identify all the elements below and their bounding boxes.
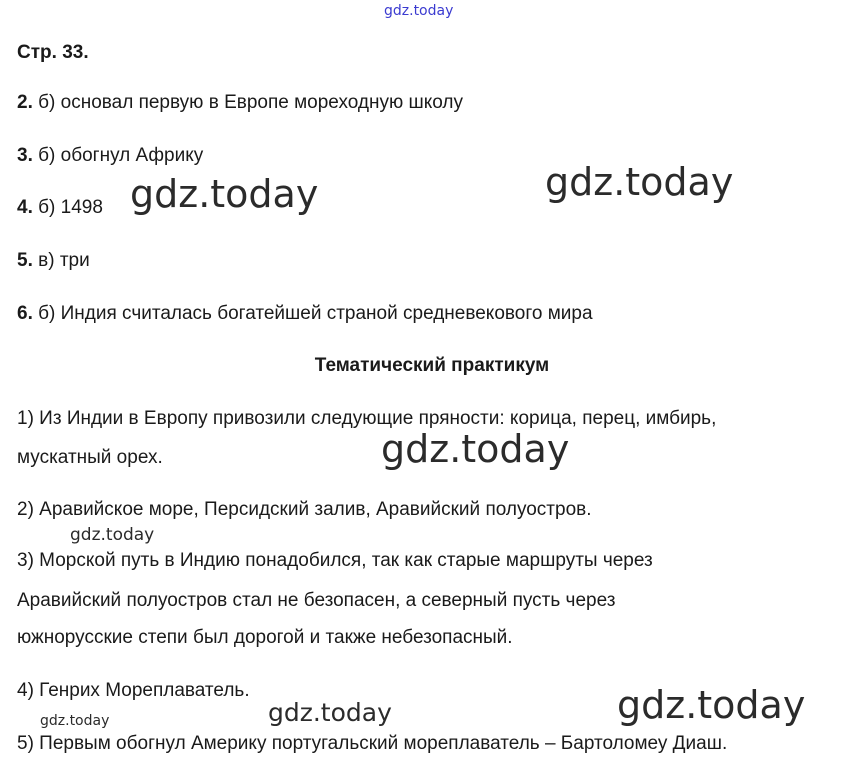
answer-number: 2. bbox=[17, 92, 33, 113]
practicum-1-line-1: 1) Из Индии в Европу привозили следующие пряности: корица, перец, имбирь, bbox=[17, 408, 717, 429]
practicum-2: 2) Аравийское море, Персидский залив, Аравийский полуостров. bbox=[17, 499, 592, 520]
section-title: Тематический практикум bbox=[314, 355, 550, 376]
answer-number: 6. bbox=[17, 303, 33, 324]
watermark-4: gdz.today bbox=[70, 525, 155, 545]
answer-text: б) основал первую в Европе мореходную школу bbox=[38, 92, 463, 113]
answer-5 bbox=[17, 250, 90, 272]
answer-text: б) Индия считалась богатейшей страной средневекового мира bbox=[38, 303, 593, 324]
watermark-6: gdz.today bbox=[268, 698, 392, 727]
watermark-2: gdz.today bbox=[545, 160, 734, 204]
answer-number: 5. bbox=[17, 250, 33, 271]
answer-number: 4. bbox=[17, 197, 33, 218]
practicum-4: 4) Генрих Мореплаватель. bbox=[17, 680, 250, 701]
practicum-3-line-2: Аравийский полуостров стал не безопасен, а северный пусть через bbox=[17, 590, 616, 611]
practicum-3-line-3: южнорусские степи был дорогой и также небезопасный. bbox=[17, 627, 513, 648]
watermark-1: gdz.today bbox=[130, 172, 319, 216]
watermark-7: gdz.today bbox=[40, 713, 110, 729]
answer-6 bbox=[17, 303, 593, 325]
answer-text: в) три bbox=[38, 250, 90, 271]
page-label: Стр. 33. bbox=[17, 42, 89, 63]
answer-3 bbox=[17, 145, 203, 167]
practicum-3-line-1: 3) Морской путь в Индию понадобился, так как старые маршруты через bbox=[17, 550, 653, 571]
answer-number: 3. bbox=[17, 145, 33, 166]
practicum-1-line-2: мускатный орех. bbox=[17, 447, 163, 468]
watermark-5: gdz.today bbox=[617, 683, 806, 727]
answer-text: б) обогнул Африку bbox=[38, 145, 204, 166]
answer-2 bbox=[17, 92, 463, 114]
answer-text: б) 1498 bbox=[38, 197, 103, 218]
answer-4 bbox=[17, 197, 103, 219]
watermark-top: gdz.today bbox=[384, 3, 454, 19]
watermark-3: gdz.today bbox=[381, 427, 570, 471]
practicum-5: 5) Первым обогнул Америку португальский мореплаватель – Бартоломеу Диаш. bbox=[17, 733, 728, 754]
